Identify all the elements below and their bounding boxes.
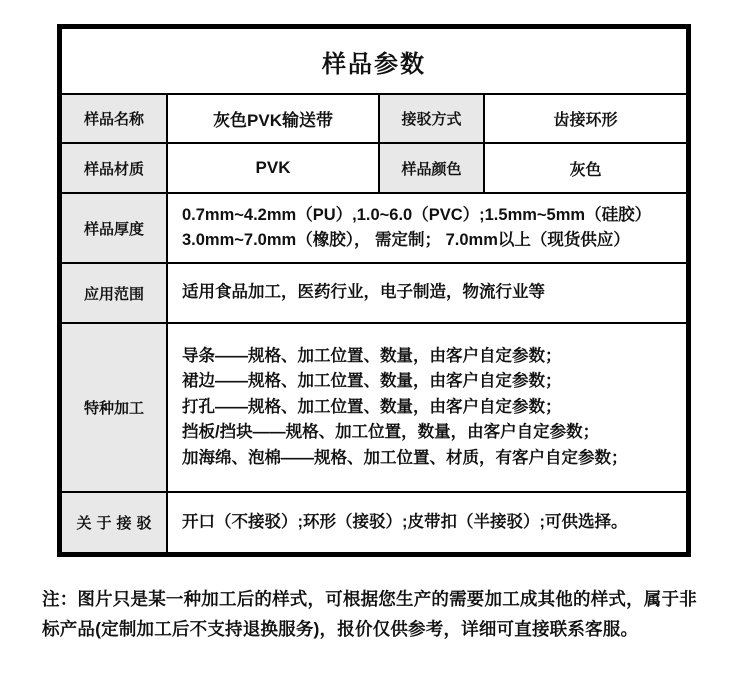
application-line: 适用食品加工，医药行业，电子制造，物流行业等: [182, 283, 545, 302]
spec-table: [60, 27, 688, 554]
value-sample-color: 灰色: [484, 143, 687, 193]
label-sample-thickness: 样品厚度: [61, 193, 167, 263]
table-row: [61, 143, 687, 193]
label-sample-color: 样品颜色: [379, 143, 484, 193]
thickness-line: 0.7mm~4.2mm（PU）,1.0~6.0（PVC）;1.5mm~5mm（硅胶）: [182, 205, 652, 224]
special-processing-line: 加海绵、泡棉——规格、加工位置、材质，有客户自定参数；: [182, 448, 628, 467]
value-joint-method: 齿接环形: [484, 94, 687, 143]
table-row: [61, 323, 687, 492]
thickness-line: 3.0mm~7.0mm（橡胶）， 需定制； 7.0mm以上（现货供应）: [182, 231, 630, 249]
sample-parameters-table: [57, 24, 691, 557]
footnote: 注：图片只是某一种加工后的样式，可根据您生产的需要加工成其他的样式，属于非标产品(定制加工后不支持退换服务)，报价仅供参考，详细可直接联系客服。: [42, 589, 697, 639]
value-sample-name: 灰色PVK输送带: [167, 94, 379, 143]
value-special-processing: [167, 323, 687, 492]
label-sample-name: 样品名称: [61, 94, 167, 143]
value-about-joint: [167, 492, 687, 553]
table-row: [61, 492, 687, 553]
table-row: [61, 193, 687, 263]
label-special-processing: 特种加工: [61, 323, 167, 492]
label-sample-material: 样品材质: [61, 143, 167, 193]
table-row: [61, 94, 687, 143]
table-title: 样品参数: [61, 28, 687, 94]
label-joint-method: 接驳方式: [379, 94, 484, 143]
value-sample-material: PVK: [167, 143, 379, 193]
special-processing-line: 打孔——规格、加工位置、数量，由客户自定参数；: [182, 397, 562, 416]
table-row: [61, 263, 687, 323]
value-sample-thickness: [167, 193, 687, 263]
special-processing-line: 挡板/挡块——规格、加工位置，数量，由客户自定参数；: [182, 423, 600, 442]
label-about-joint: 关于接驳: [61, 492, 167, 553]
table-title-row: [61, 28, 687, 94]
about-joint-line: 开口（不接驳）;环形（接驳）;皮带扣（半接驳）;可供选择。: [182, 512, 628, 531]
special-processing-line: 裙边——规格、加工位置、数量，由客户自定参数；: [182, 372, 562, 391]
value-application-range: [167, 263, 687, 323]
special-processing-line: 导条——规格、加工位置、数量，由客户自定参数；: [182, 346, 562, 365]
label-application-range: 应用范围: [61, 263, 167, 323]
